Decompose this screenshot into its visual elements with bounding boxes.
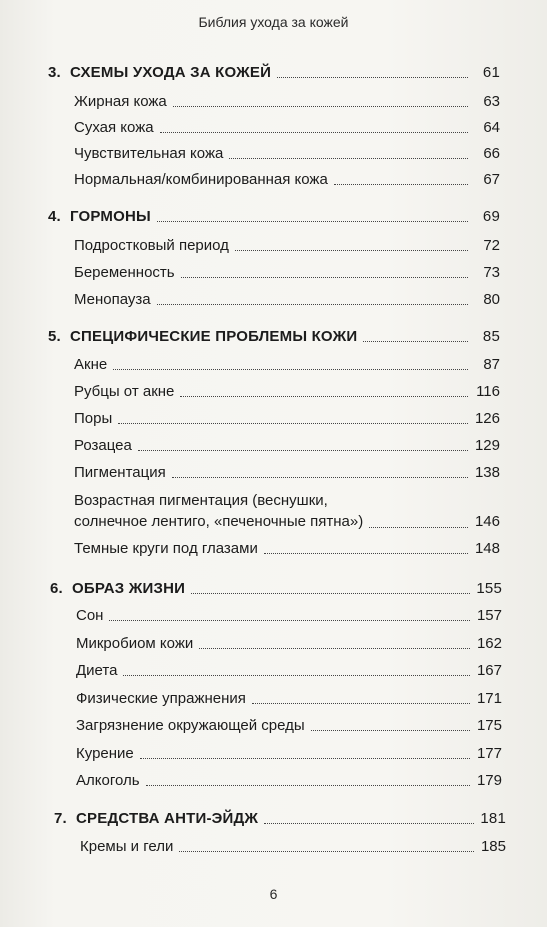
page-number: 167	[476, 662, 502, 679]
toc-item	[74, 89, 500, 111]
item-title: Микробиом кожи	[76, 635, 194, 652]
item-title-line-1: Возрастная пигментация (веснушки,	[74, 492, 328, 509]
leader-dots	[334, 184, 468, 185]
section-number: 7.	[54, 810, 67, 827]
toc-item	[76, 768, 502, 790]
page-number: 129	[474, 437, 500, 454]
toc-item	[74, 406, 500, 428]
page-number: 157	[476, 607, 502, 624]
leader-dots	[191, 593, 470, 594]
toc-item	[76, 741, 502, 763]
toc-section-7	[54, 806, 506, 828]
toc-section-3	[48, 60, 500, 82]
toc-item	[80, 834, 506, 856]
item-title: Физические упражнения	[76, 690, 246, 707]
toc-item-multiline	[74, 490, 500, 532]
item-title: Сон	[76, 607, 104, 624]
leader-dots	[123, 675, 470, 676]
page-number: 85	[482, 328, 500, 345]
leader-dots	[311, 730, 470, 731]
toc-item	[74, 352, 500, 374]
toc-item	[74, 379, 500, 401]
toc-section-6	[50, 576, 502, 598]
toc-section-5	[48, 324, 500, 346]
leader-dots	[179, 851, 474, 852]
section-number: 3.	[48, 64, 61, 81]
section-title: СРЕДСТВА АНТИ-ЭЙДЖ	[76, 810, 259, 827]
page-number: 146	[474, 513, 500, 530]
running-head: Библия ухода за кожей	[198, 14, 349, 30]
toc-item	[76, 603, 502, 625]
leader-dots	[109, 620, 470, 621]
page-number: 185	[480, 838, 506, 855]
leader-dots	[157, 304, 468, 305]
page-number: 66	[483, 145, 500, 162]
leader-dots	[140, 758, 470, 759]
leader-dots	[369, 527, 468, 528]
leader-dots	[172, 477, 468, 478]
toc-item	[74, 460, 500, 482]
item-title-line-2-row	[74, 511, 500, 532]
leader-dots	[363, 341, 468, 342]
page-number: 61	[482, 64, 500, 81]
section-title: ГОРМОНЫ	[70, 208, 151, 225]
toc-item	[76, 658, 502, 680]
toc-item	[76, 713, 502, 735]
page-number: 80	[483, 291, 500, 308]
leader-dots	[181, 277, 468, 278]
leader-dots	[229, 158, 468, 159]
page-number: 171	[476, 690, 502, 707]
page-number: 63	[483, 93, 500, 110]
item-title: Чувствительная кожа	[74, 145, 224, 162]
page-number: 72	[483, 237, 500, 254]
toc-item	[74, 233, 500, 255]
page-number: 64	[483, 119, 500, 136]
item-title: Поры	[74, 410, 113, 427]
page-number: 69	[482, 208, 500, 225]
page-number: 155	[476, 580, 502, 597]
page-number: 175	[476, 717, 502, 734]
leader-dots	[277, 77, 468, 78]
page-number: 148	[474, 540, 500, 557]
item-title: Загрязнение окружающей среды	[76, 717, 305, 734]
leader-dots	[264, 823, 474, 824]
page-number: 162	[476, 635, 502, 652]
item-title: Пигментация	[74, 464, 166, 481]
toc-item	[76, 631, 502, 653]
toc-item	[74, 115, 500, 137]
page-number: 179	[476, 772, 502, 789]
section-title: СПЕЦИФИЧЕСКИЕ ПРОБЛЕМЫ КОЖИ	[70, 328, 358, 345]
leader-dots	[235, 250, 468, 251]
section-number: 6.	[50, 580, 63, 597]
toc-item	[74, 167, 500, 189]
leader-dots	[113, 369, 468, 370]
toc-item	[74, 433, 500, 455]
page-number: 73	[483, 264, 500, 281]
item-title: Темные круги под глазами	[74, 540, 258, 557]
item-title: Диета	[76, 662, 118, 679]
item-title: Курение	[76, 745, 134, 762]
page-number: 138	[474, 464, 500, 481]
item-title: Нормальная/комбинированная кожа	[74, 171, 328, 188]
toc-item	[74, 287, 500, 309]
item-title: Рубцы от акне	[74, 383, 175, 400]
page-number: 116	[476, 383, 500, 400]
toc-item	[74, 260, 500, 282]
leader-dots	[252, 703, 470, 704]
page-number: 87	[483, 356, 500, 373]
section-number: 4.	[48, 208, 61, 225]
toc-item	[74, 536, 500, 558]
item-title: Сухая кожа	[74, 119, 154, 136]
leader-dots	[157, 221, 468, 222]
page-folio: 6	[269, 886, 278, 902]
section-number: 5.	[48, 328, 61, 345]
leader-dots	[173, 106, 468, 107]
item-title: Менопауза	[74, 291, 151, 308]
leader-dots	[146, 785, 470, 786]
leader-dots	[160, 132, 468, 133]
leader-dots	[199, 648, 470, 649]
item-title: Подростковый период	[74, 237, 229, 254]
section-title: ОБРАЗ ЖИЗНИ	[72, 580, 186, 597]
item-title: Беременность	[74, 264, 175, 281]
page-number: 126	[474, 410, 500, 427]
leader-dots	[138, 450, 468, 451]
item-title: Кремы и гели	[80, 838, 174, 855]
item-title: Розацеа	[74, 437, 132, 454]
page-number: 177	[476, 745, 502, 762]
leader-dots	[180, 396, 468, 397]
toc-item	[74, 141, 500, 163]
toc-section-4	[48, 204, 500, 226]
toc-item	[76, 686, 502, 708]
item-title-line-2: солнечное лентиго, «печеночные пятна»)	[74, 513, 364, 530]
page-number: 181	[480, 810, 506, 827]
item-title: Алкоголь	[76, 772, 140, 789]
leader-dots	[264, 553, 468, 554]
leader-dots	[118, 423, 468, 424]
item-title: Жирная кожа	[74, 93, 167, 110]
item-title: Акне	[74, 356, 108, 373]
page-number: 67	[483, 171, 500, 188]
section-title: СХЕМЫ УХОДА ЗА КОЖЕЙ	[70, 64, 272, 81]
